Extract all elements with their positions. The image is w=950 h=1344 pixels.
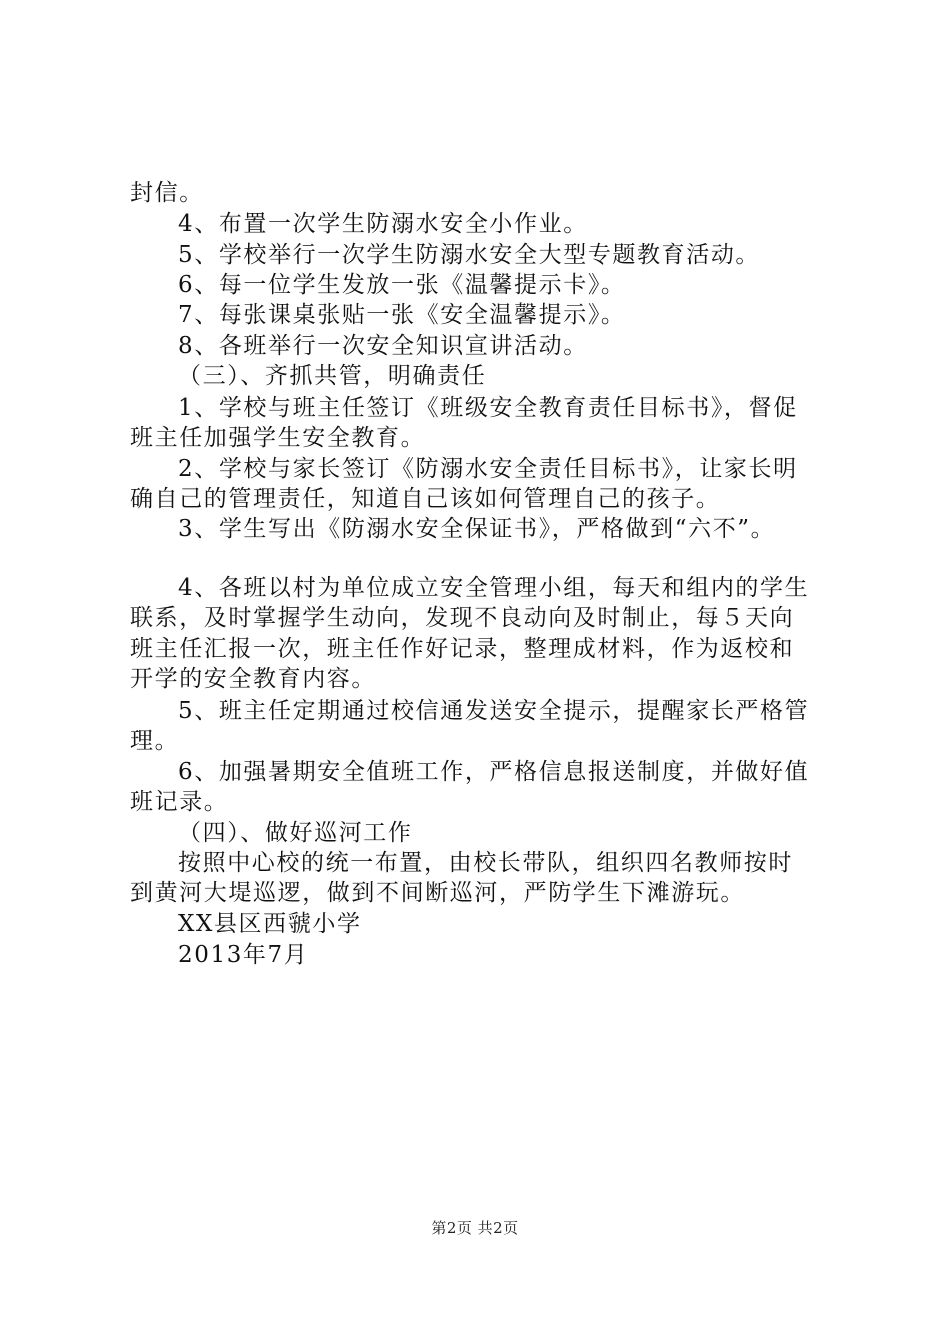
section-heading: （四）、做好巡河工作 [178, 820, 413, 846]
text-line: 确自己的管理责任，知道自己该如何管理自己的孩子。 [130, 486, 721, 512]
text-line: 2、学校与家长签订《防溺水安全责任目标书》，让家长明 [178, 456, 798, 482]
text-line: 封信。 [130, 180, 204, 206]
text-line: 6、每一位学生发放一张《温馨提示卡》。 [178, 272, 626, 298]
text-line: 开学的安全教育内容。 [130, 666, 376, 692]
text-line: 联系，及时掌握学生动向，发现不良动向及时制止，每５天向 [130, 605, 795, 631]
text-line: 按照中心校的统一布置，由校长带队，组织四名教师按时 [178, 850, 793, 876]
text-line: 8、各班举行一次安全知识宣讲活动。 [178, 333, 588, 359]
text-line: 班记录。 [130, 789, 229, 815]
text-line: 班主任汇报一次，班主任作好记录，整理成材料，作为返校和 [130, 636, 795, 662]
text-line: 到黄河大堤巡逻，做到不间断巡河，严防学生下滩游玩。 [130, 880, 745, 906]
signature-date: 2013年7月 [178, 942, 309, 968]
text-line: 5、学校举行一次学生防溺水安全大型专题教育活动。 [178, 242, 761, 268]
text-line: 1、学校与班主任签订《班级安全教育责任目标书》，督促 [178, 395, 798, 421]
text-line: 理。 [130, 728, 180, 754]
text-line: 6、加强暑期安全值班工作，严格信息报送制度，并做好值 [178, 759, 810, 785]
section-heading: （三）、齐抓共管，明确责任 [178, 363, 487, 389]
text-line: 4、各班以村为单位成立安全管理小组，每天和组内的学生 [178, 575, 810, 601]
signature-organization: XX县区西虢小学 [178, 911, 362, 937]
text-line: 7、每张课桌张贴一张《安全温馨提示》。 [178, 302, 626, 328]
text-line: 班主任加强学生安全教育。 [130, 425, 426, 451]
text-line: 4、布置一次学生防溺水安全小作业。 [178, 211, 588, 237]
text-line: 3、学生写出《防溺水安全保证书》，严格做到“六不”。 [178, 516, 776, 542]
page-footer: 第2页 共2页 [431, 1219, 519, 1237]
text-line: 5、班主任定期通过校信通发送安全提示，提醒家长严格管 [178, 698, 810, 724]
